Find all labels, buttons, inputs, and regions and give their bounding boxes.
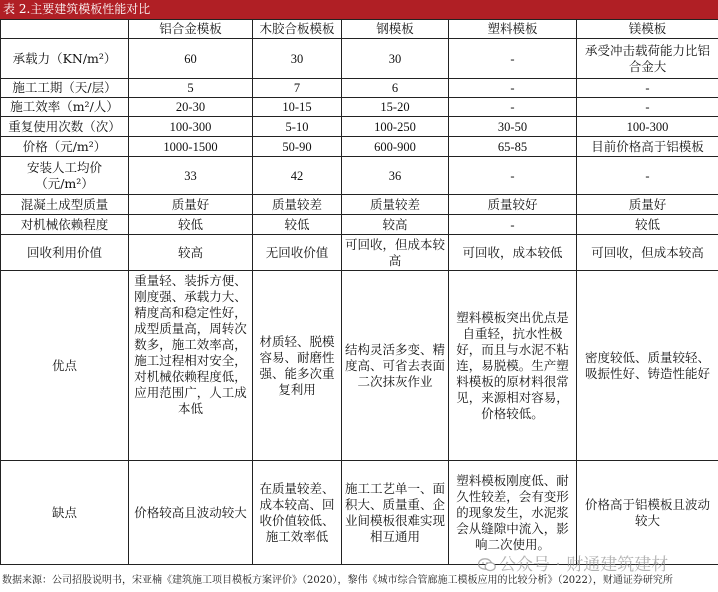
table-row xyxy=(1,195,718,215)
table-cell: 质量好 xyxy=(577,195,718,215)
table-cell: 较高 xyxy=(342,215,449,235)
table-cell: 价格较高且波动较大 xyxy=(129,461,253,565)
table-row xyxy=(1,39,718,79)
table-cell: 塑料模板刚度低、耐久性较差，会有变形的现象发生，水泥浆会从缝隙中流入，影响二次使用。 xyxy=(449,461,577,565)
row-label: 安装人工均价（元/m²） xyxy=(1,157,129,195)
table-cell: - xyxy=(449,215,577,235)
row-label: 施工工期（天/层） xyxy=(1,79,129,98)
table-cell: 密度较低、质量较轻、吸振性好、铸造性能好 xyxy=(577,271,718,461)
table-cell: 10-15 xyxy=(253,98,342,117)
table-cell: 可回收，但成本较高 xyxy=(577,235,718,271)
table-cell: 5-10 xyxy=(253,117,342,137)
row-label: 重复使用次数（次） xyxy=(1,117,129,137)
table-cell: 承受冲击载荷能力比铝合金大 xyxy=(577,39,718,79)
header-cell-corner xyxy=(1,20,129,39)
table-cell: 塑料模板突出优点是自重轻，抗水性极好，而且与水泥不粘连，易脱模。生产塑料模板的原材料很常见，来源相对容易，价格较低。 xyxy=(449,271,577,461)
table-cell: 可回收，但成本较高 xyxy=(342,235,449,271)
row-label: 对机械依赖程度 xyxy=(1,215,129,235)
table-cell: 质量较差 xyxy=(253,195,342,215)
table-cell: 36 xyxy=(342,157,449,195)
table-cell: 15-20 xyxy=(342,98,449,117)
table-cell: 材质轻、脱模容易、耐磨性强、能多次重复利用 xyxy=(253,271,342,461)
table-cell: 600-900 xyxy=(342,137,449,157)
table-cell: 50-90 xyxy=(253,137,342,157)
table-cell: - xyxy=(577,79,718,98)
row-label: 价格（元/m²） xyxy=(1,137,129,157)
table-cell: 价格高于铝模板且波动较大 xyxy=(577,461,718,565)
table-cell: 施工工艺单一、面积大、质量重、企业间模板很难实现相互通用 xyxy=(342,461,449,565)
table-cell: - xyxy=(449,98,577,117)
table-cell: - xyxy=(577,157,718,195)
table-cell: 65-85 xyxy=(449,137,577,157)
table-title: 表 2.主要建筑模板性能对比 xyxy=(0,0,718,19)
table-row xyxy=(1,157,718,195)
table-cell: 较低 xyxy=(129,215,253,235)
table-cell: 较低 xyxy=(253,215,342,235)
table-cell: 5 xyxy=(129,79,253,98)
table-cell: 100-300 xyxy=(129,117,253,137)
row-label: 缺点 xyxy=(1,461,129,565)
header-magnesium: 镁模板 xyxy=(577,20,718,39)
table-cell: - xyxy=(449,79,577,98)
table-row xyxy=(1,461,718,565)
table-cell: 6 xyxy=(342,79,449,98)
table-cell: 33 xyxy=(129,157,253,195)
table-cell: 可回收，成本较低 xyxy=(449,235,577,271)
source-note: 数据来源：公司招股说明书，宋亚楠《建筑施工项目模板方案评价》（2020），黎伟《城市综合管廊施工模板应用的比较分析》（2022），财通证券研究所 xyxy=(2,575,673,586)
table-cell: - xyxy=(449,39,577,79)
row-label: 承载力（KN/m²） xyxy=(1,39,129,79)
table-cell: 30-50 xyxy=(449,117,577,137)
table-cell: 较高 xyxy=(129,235,253,271)
table-cell: 结构灵活多变、精度高、可省去表面二次抹灰作业 xyxy=(342,271,449,461)
table-cell: 质量较差 xyxy=(342,195,449,215)
wechat-icon xyxy=(478,558,496,572)
table-cell: 100-250 xyxy=(342,117,449,137)
table-header-row xyxy=(1,20,718,39)
row-label: 优点 xyxy=(1,271,129,461)
table-cell: - xyxy=(449,157,577,195)
table-cell: 100-300 xyxy=(577,117,718,137)
table-cell: 42 xyxy=(253,157,342,195)
row-label: 混凝土成型质量 xyxy=(1,195,129,215)
table-row xyxy=(1,98,718,117)
watermark xyxy=(478,550,668,575)
table-cell: 20-30 xyxy=(129,98,253,117)
comparison-table xyxy=(0,19,718,565)
table-cell: 在质量较差、成本较高、回收价值较低、施工效率低 xyxy=(253,461,342,565)
table-cell: 重量轻、装拆方便、刚度强、承载力大、精度高和稳定性好，成型质量高，周转次数多，施工效率高，施工过程相对安全，对机械依赖程度低，应用范围广，人工成本低 xyxy=(129,271,253,461)
row-label: 回收利用价值 xyxy=(1,235,129,271)
table-cell: 无回收价值 xyxy=(253,235,342,271)
table-cell: 30 xyxy=(253,39,342,79)
table-cell: 目前价格高于铝模板 xyxy=(577,137,718,157)
table-row xyxy=(1,117,718,137)
table-row xyxy=(1,79,718,98)
header-steel: 钢模板 xyxy=(342,20,449,39)
table-row xyxy=(1,271,718,461)
table-row xyxy=(1,137,718,157)
table-row xyxy=(1,235,718,271)
table-cell: - xyxy=(577,98,718,117)
table-cell: 质量较好 xyxy=(449,195,577,215)
table-cell: 30 xyxy=(342,39,449,79)
row-label: 施工效率（m²/人） xyxy=(1,98,129,117)
table-cell: 较低 xyxy=(577,215,718,235)
header-plywood: 木胶合板模板 xyxy=(253,20,342,39)
table-row xyxy=(1,215,718,235)
header-plastic: 塑料模板 xyxy=(449,20,577,39)
table-cell: 60 xyxy=(129,39,253,79)
header-aluminum: 铝合金模板 xyxy=(129,20,253,39)
table-cell: 7 xyxy=(253,79,342,98)
table-cell: 1000-1500 xyxy=(129,137,253,157)
watermark-text: 公众号 · 财通建筑建材 xyxy=(499,555,669,575)
table-cell: 质量好 xyxy=(129,195,253,215)
